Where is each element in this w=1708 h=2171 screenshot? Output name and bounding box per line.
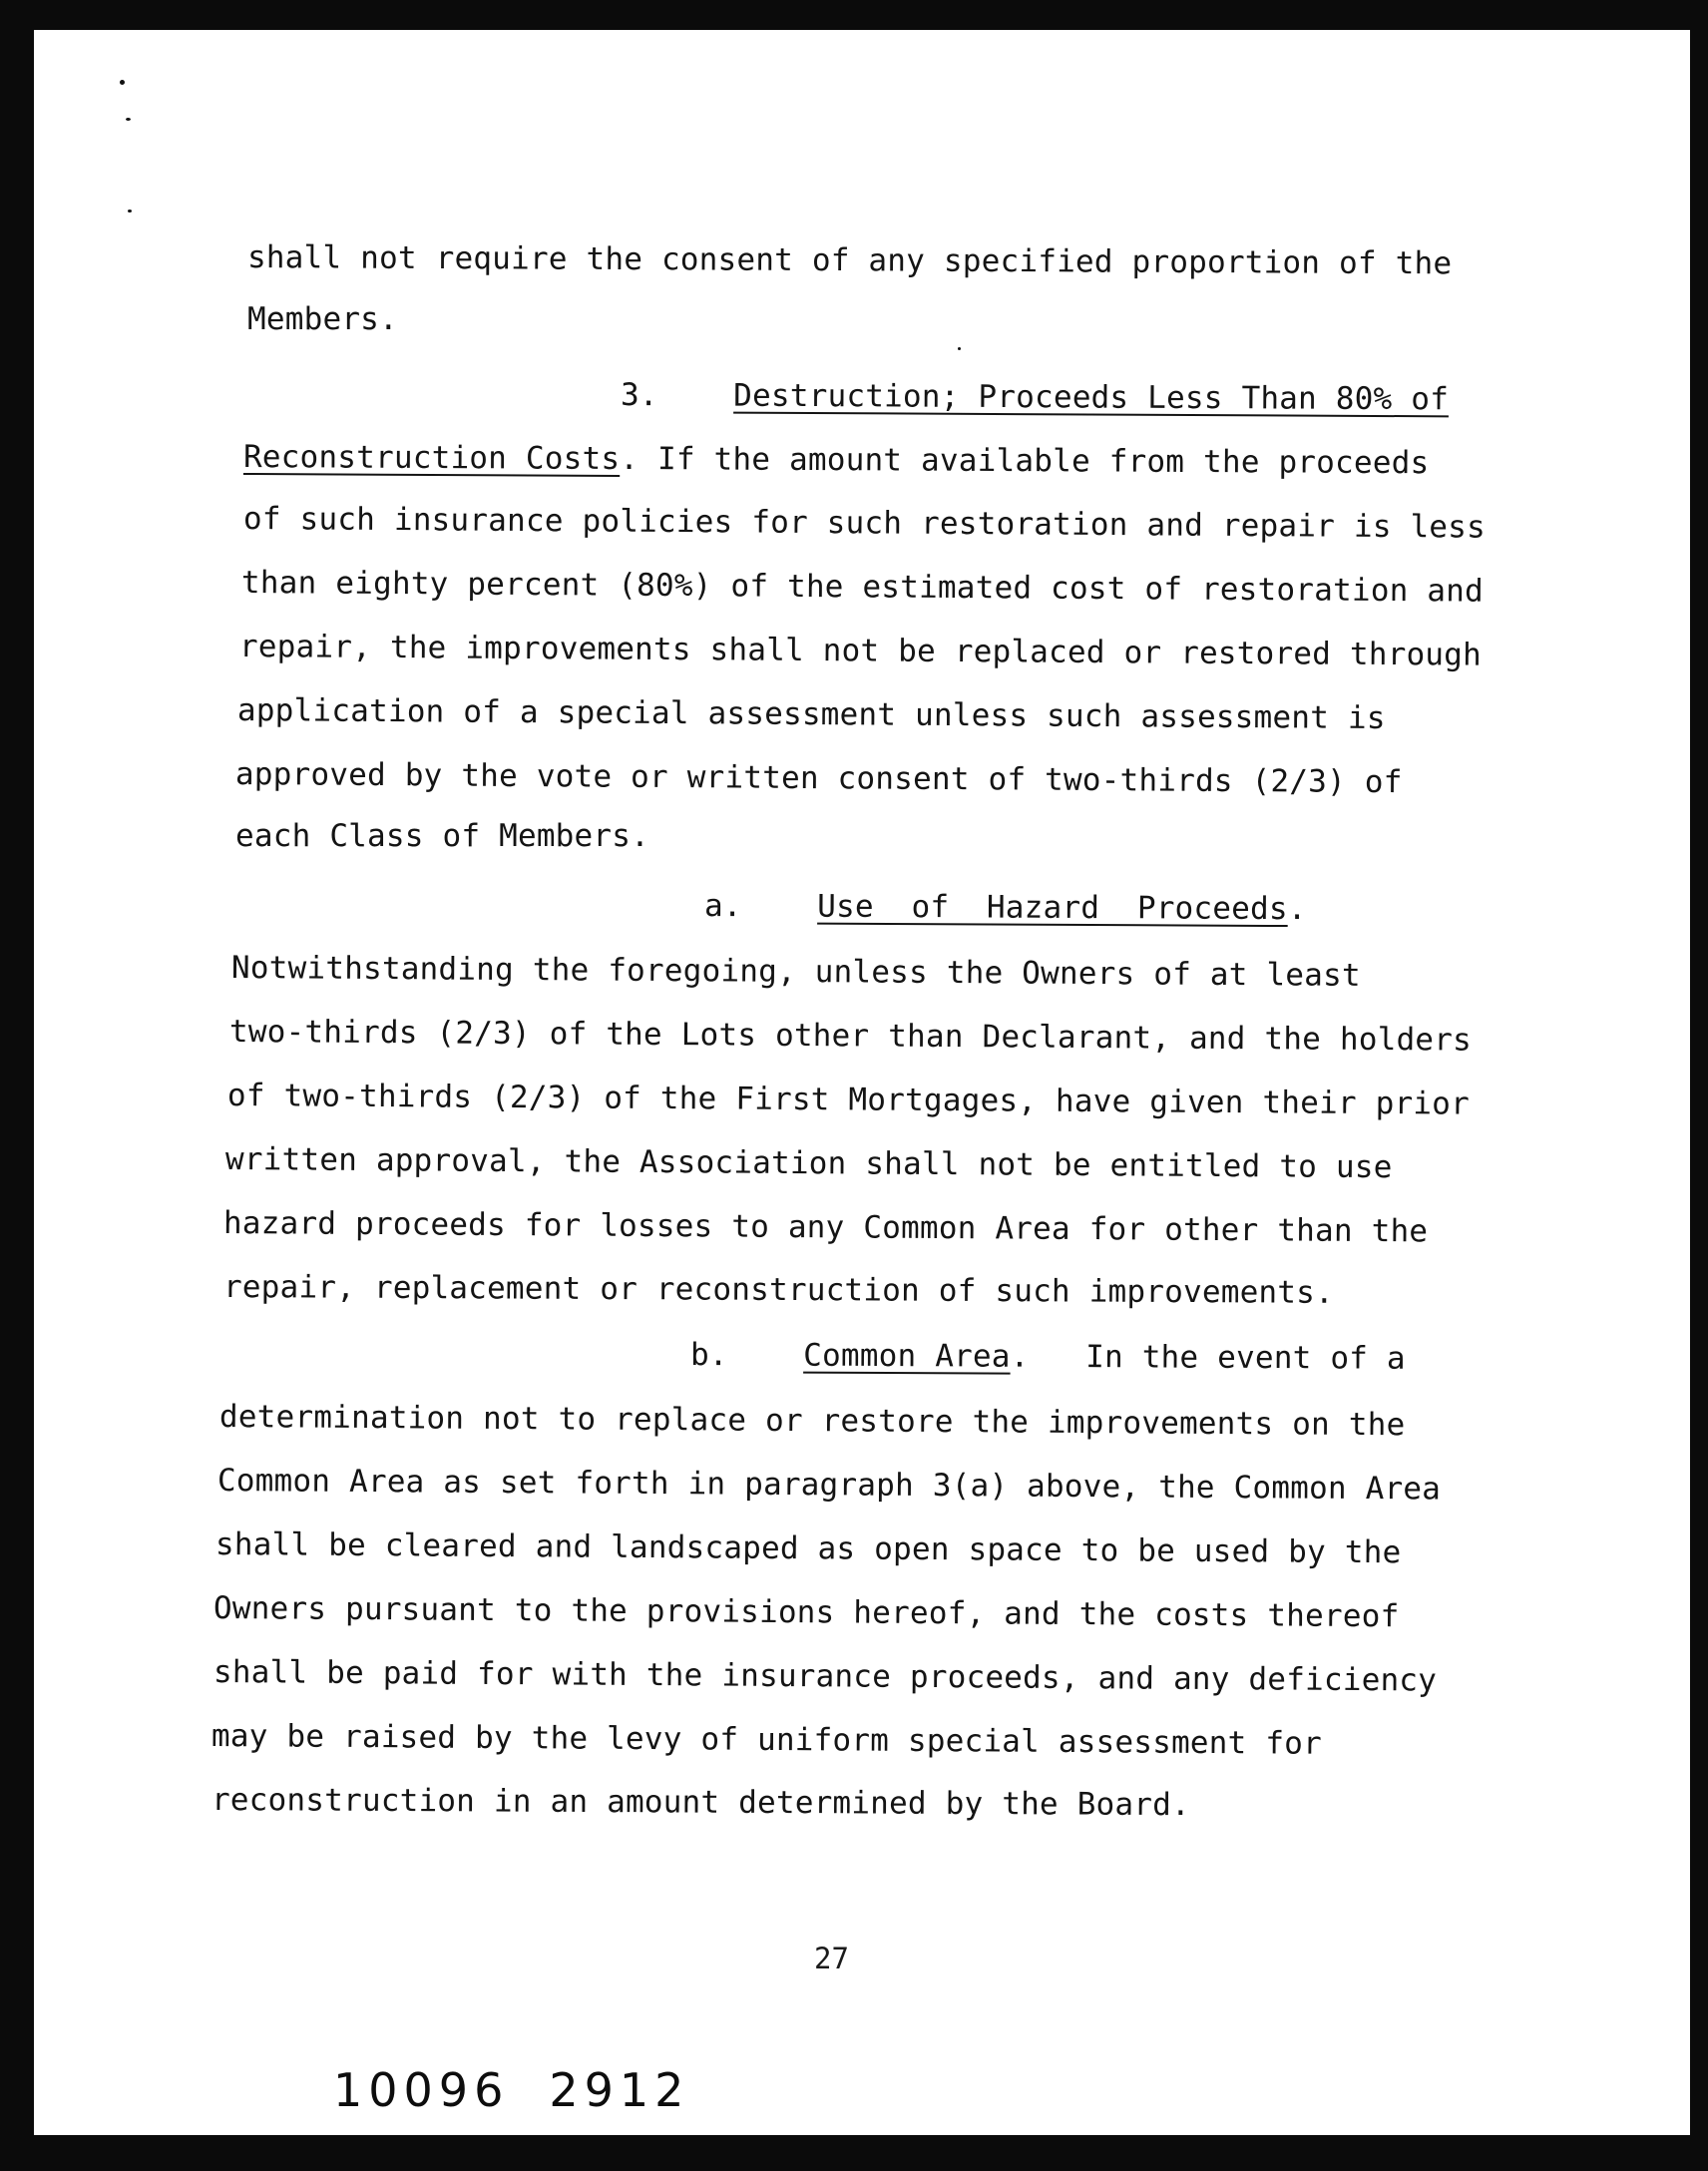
section-3-heading-line: [621, 377, 1449, 417]
subsection-b-heading-line: [690, 1337, 1406, 1377]
subsection-a-period: .: [1287, 891, 1307, 928]
text-line-13: two-thirds (2/3) of the Lots other than Declarant, and the holders: [228, 1014, 1473, 1059]
subsection-b-number: b.: [689, 1337, 728, 1374]
subsection-a-heading: Use of Hazard Proceeds: [817, 888, 1288, 928]
text-line-25: reconstruction in an amount determined by the Board.: [211, 1782, 1190, 1824]
section-3-text: . If the amount available from the proceeds: [620, 440, 1430, 482]
stamp-right: 2912: [549, 2063, 690, 2117]
text-line-10: each Class of Members.: [235, 818, 649, 854]
subsection-b-heading: Common Area: [803, 1337, 1011, 1375]
text-line-21: shall be cleared and landscaped as open space to be used by the: [214, 1526, 1402, 1571]
scan-speck: [958, 347, 961, 350]
text-line-20: Common Area as set forth in paragraph 3(a) above, the Common Area: [216, 1463, 1442, 1508]
document-stamp-number: [333, 2063, 689, 2117]
text-line-6: than eighty percent (80%) of the estimated cost of restoration and: [240, 565, 1485, 610]
text-line-16: hazard proceeds for losses to any Common Area for other than the: [222, 1205, 1429, 1250]
text-line-24: may be raised by the levy of uniform special assessment for: [211, 1718, 1323, 1762]
text-line-8: application of a special assessment unless such assessment is: [236, 692, 1386, 737]
text-line-22: Owners pursuant to the provisions hereof, and the costs thereof: [213, 1590, 1400, 1635]
subsection-b-text: . In the event of a: [1010, 1338, 1406, 1377]
text-line-23: shall be paid for with the insurance proceeds, and any deficiency: [213, 1654, 1438, 1699]
section-3-heading-continuation: [243, 439, 1430, 481]
scan-speck: [126, 118, 131, 121]
text-line-5: of such insurance policies for such restoration and repair is less: [242, 501, 1487, 546]
section-3-number: 3.: [620, 377, 658, 414]
text-line-12: Notwithstanding the foregoing, unless the Owners of at least: [230, 950, 1361, 994]
text-line-9: approved by the vote or written consent of two-thirds (2/3) of: [234, 756, 1403, 801]
subsection-a-heading-line: [704, 888, 1307, 927]
page-number: 27: [814, 1942, 849, 1975]
text-line-2: Members.: [247, 301, 398, 337]
scan-speck: [120, 80, 125, 85]
section-3-heading-b: Reconstruction Costs: [242, 439, 621, 477]
stamp-left: 10096: [333, 2063, 510, 2117]
text-line-15: written approval, the Association shall not be entitled to use: [224, 1141, 1393, 1186]
section-3-heading: Destruction; Proceeds Less Than 80% of: [733, 377, 1450, 418]
text-line-7: repair, the improvements shall not be replaced or restored through: [238, 629, 1483, 673]
text-line-1: shall not require the consent of any specified proportion of the: [246, 239, 1453, 282]
scan-speck: [128, 210, 132, 213]
text-line-17: repair, replacement or reconstruction of such improvements.: [222, 1269, 1335, 1311]
text-line-19: determination not to replace or restore the improvements on the: [218, 1399, 1406, 1444]
subsection-a-number: a.: [703, 888, 742, 925]
text-line-14: of two-thirds (2/3) of the First Mortgages, have given their prior: [226, 1078, 1471, 1122]
